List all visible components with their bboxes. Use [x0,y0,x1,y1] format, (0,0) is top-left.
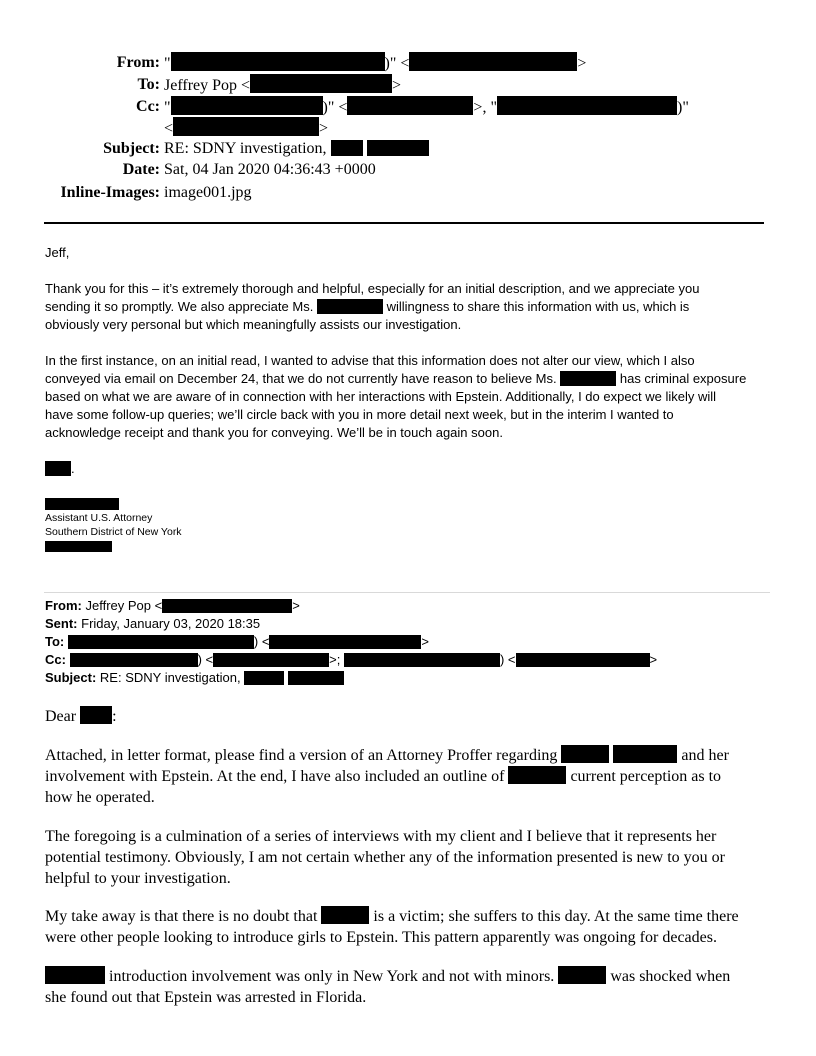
fwd-cc-label: Cc: [45,652,66,667]
fwd-subject-value: RE: SDNY investigation, [99,670,241,685]
fwd-to-mid: ) < [253,634,270,649]
redaction [558,966,606,984]
redaction [213,653,329,667]
redaction [171,96,323,115]
redaction [244,671,284,685]
fwd-to-close: > [421,634,430,649]
fwd-sent-label: Sent: [45,616,78,631]
letter-paragraph-3 [45,906,773,948]
letter-p4-line1-a: introduction involvement was only in New York and not with minors. [109,968,555,985]
redaction [45,541,112,552]
redaction [367,140,429,156]
dear-text: Dear [45,708,77,725]
signature-office: Southern District of New York [45,526,182,538]
reply-p2-line2-b: has criminal exposure [619,371,747,386]
letter-p3-line2: were other people looking to introduce girls to Epstein. This pattern apparently was ongoing for decades. [45,929,717,946]
reply-p1-line3: obviously very personal but which meaningfully assists our investigation. [45,317,462,332]
cc-mid2: >, " [473,99,497,116]
fwd-to-row [45,633,771,651]
greeting [45,244,773,262]
letter-p1-line1 [45,745,773,766]
to-value [164,74,401,96]
to-close: > [392,77,402,94]
header-date-row [40,159,780,180]
header-divider [44,222,764,224]
redaction [331,140,363,156]
from-label: From: [116,54,160,71]
redaction [70,653,198,667]
letter-paragraph-1 [45,745,773,808]
letter-p3-line1 [45,906,773,927]
letter-p3-line1-a: My take away is that there is no doubt that [45,908,318,925]
cc-value [164,96,689,118]
from-quote: " [164,55,171,72]
from-value [164,52,586,74]
fwd-cc-row [45,651,771,669]
header-subject-row [40,138,780,159]
letter-salutation [45,706,773,727]
letter-p4-line2: she found out that Epstein was arrested in Florida. [45,989,367,1006]
redaction [288,671,344,685]
redaction [80,706,112,724]
fwd-cc-mid1: ) < [197,652,214,667]
signature-title: Assistant U.S. Attorney [45,512,153,524]
letter-p1-line1-b: and her [681,747,729,764]
greeting-text: Jeff, [45,245,70,260]
letter-p1-line2-a: involvement with Epstein. At the end, I have also included an outline of [45,768,505,785]
fwd-from-row [45,597,771,615]
from-mid: )" < [384,55,410,72]
reply-p1-line2-b: willingness to share this information with us, which is [386,299,690,314]
redaction [508,766,566,784]
reply-p2-line3: based on what we are aware of in connection with her interactions with Epstein. Additionally, I do expect we likely will [45,389,717,404]
letter-p2-line3: helpful to your investigation. [45,870,231,887]
letter-p1-line3: how he operated. [45,789,155,806]
cc-mid1: )" < [322,99,348,116]
redaction [409,52,577,71]
subject-text: RE: SDNY investigation, [164,140,327,157]
letter-paragraph-2 [45,826,773,889]
fwd-cc-mid2: >; [329,652,341,667]
cc-label: Cc: [136,98,160,115]
subject-label: Subject: [103,140,160,157]
cc-line2-close: > [319,120,329,137]
redaction [560,371,616,386]
reply-paragraph-2 [45,352,773,442]
inline-images-value: image001.jpg [164,184,252,201]
letter-p1-line2 [45,766,773,787]
redaction [516,653,650,667]
redaction [561,745,609,763]
reply-p2-line5: acknowledge receipt and thank you for conveying. We’ll be in touch again soon. [45,425,503,440]
fwd-sent-value: Friday, January 03, 2020 18:35 [81,616,261,631]
header-cc-row-2 [40,117,780,138]
redaction [162,599,292,613]
redaction [347,96,473,115]
header-to-row [40,74,780,95]
reply-p2-line4: have some follow-up queries; we’ll circle back with you in more detail next week, but in the interim I wanted to [45,407,674,422]
redaction [173,117,319,136]
reply-p1-line2-a: sending it so promptly. We also appreciate Ms. [45,299,314,314]
fwd-sent-row [45,615,771,633]
cc-mid3: )" [676,99,689,116]
date-value: Sat, 04 Jan 2020 04:36:43 +0000 [164,161,376,178]
inline-images-label: Inline-Images: [60,184,160,201]
fwd-cc-mid3: ) < [499,652,516,667]
reply-p2-line2-a: conveyed via email on December 24, that we do not currently have reason to believe Ms. [45,371,557,386]
redaction [317,299,383,314]
redaction [250,74,392,93]
fwd-cc-close: > [649,652,658,667]
to-label: To: [137,76,160,93]
redaction [45,966,105,984]
forwarded-header [45,597,771,687]
subject-value [164,138,429,159]
redaction [45,461,71,476]
cc-quote: " [164,99,171,116]
letter-p4-line1 [45,966,773,987]
reply-p2-line1: In the first instance, on an initial read, I wanted to advise that this information does not alter our view, which I also [45,353,695,368]
redaction [171,52,385,71]
from-close: > [577,55,587,72]
fwd-from-value: Jeffrey Pop < [85,598,163,613]
reply-paragraph-1 [45,280,773,334]
letter-paragraph-4 [45,966,773,1008]
signature-block [45,498,182,552]
header-from-row [40,52,780,73]
cc-value-2 [164,117,328,139]
redaction [497,96,677,115]
fwd-from-close: > [292,598,300,613]
header-inline-images-row [40,182,780,203]
fwd-subject-label: Subject: [45,670,97,685]
fwd-from-label: From: [45,598,82,613]
fwd-subject-row [45,669,771,687]
forward-separator [44,592,770,593]
date-label: Date: [122,161,160,178]
letter-p3-line1-b: is a victim; she suffers to this day. At the same time there [373,908,739,925]
fwd-to-label: To: [45,634,65,649]
cc-line2-open: < [164,120,174,137]
redaction [344,653,500,667]
reply-p2-line2 [45,370,773,388]
letter-p2-line2: potential testimony. Obviously, I am not certain whether any of the information presented is new to you or [45,849,725,866]
letter-p1-line1-a: Attached, in letter format, please find a version of an Attorney Proffer regarding [45,747,558,764]
letter-p4-line1-b: was shocked when [610,968,731,985]
letter-p2-line1: The foregoing is a culmination of a series of interviews with my client and I believe that it represents her [45,828,717,845]
reply-p1-line1: Thank you for this – it’s extremely thorough and helpful, especially for an initial description, and we appreciate you [45,281,700,296]
to-name: Jeffrey Pop < [164,77,251,94]
reply-p1-line2 [45,298,773,316]
sign-initials [45,460,773,478]
sign-period: . [71,461,75,476]
letter-p1-line2-b: current perception as to [570,768,722,785]
header-cc-row [40,96,780,117]
redaction [68,635,254,649]
redaction [321,906,369,924]
redaction [613,745,677,763]
dear-colon: : [112,708,117,725]
redaction [45,498,119,510]
redaction [269,635,421,649]
